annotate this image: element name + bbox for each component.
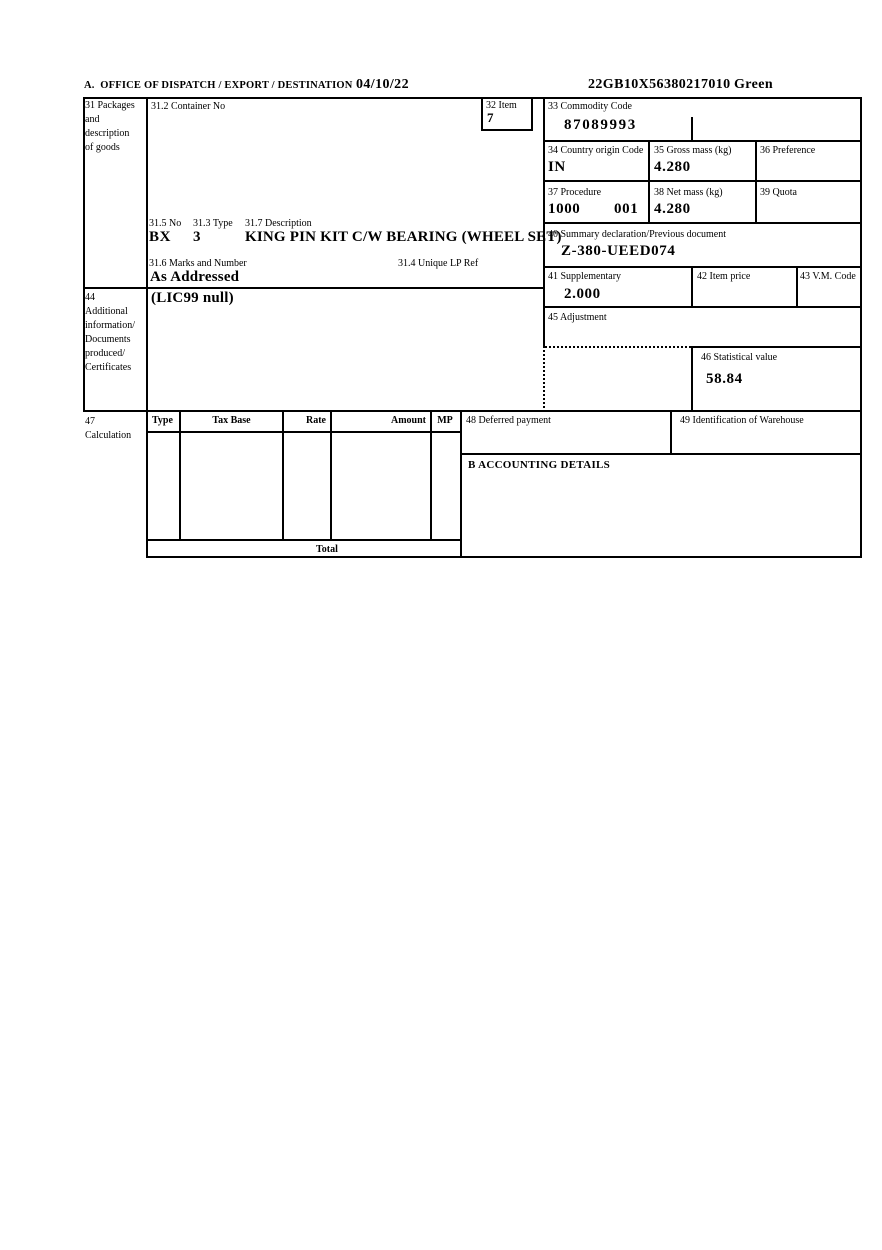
- declaration-reference: 22GB10X56380217010: [588, 77, 731, 92]
- office-of-dispatch-header: A. OFFICE OF DISPATCH / EXPORT / DESTINATION: [84, 80, 353, 91]
- gross-mass-value: 4.280: [654, 159, 691, 175]
- packages-no-label: 31.5 No: [149, 218, 182, 229]
- calc-total-label: Total: [316, 544, 338, 555]
- item-price-label: 42 Item price: [697, 271, 751, 282]
- packages-no-value: BX: [149, 229, 172, 245]
- unique-lp-ref-label: 31.4 Unique LP Ref: [398, 258, 479, 269]
- packages-type-value: 3: [193, 229, 202, 245]
- statistical-value-value: 58.84: [706, 371, 743, 387]
- item-number-label: 32 Item: [486, 100, 517, 111]
- calc-cell-tax-base: [181, 433, 282, 539]
- calc-cell-type: [148, 433, 179, 539]
- item-number-value: 7: [487, 110, 494, 125]
- calc-cell-rate: [284, 433, 330, 539]
- calc-header-tax-base: Tax Base: [212, 415, 251, 426]
- calc-cell-amount: [332, 433, 430, 539]
- procedure-label: 37 Procedure: [548, 187, 602, 198]
- preference-label: 36 Preference: [760, 145, 816, 156]
- marks-number-value: As Addressed: [150, 269, 240, 285]
- right-section-divider: [543, 97, 545, 348]
- declaration-date: 04/10/22: [356, 77, 409, 92]
- right-section-dotted-divider: [543, 346, 545, 412]
- quota-label: 39 Quota: [760, 187, 797, 198]
- procedure-value-main: 1000: [548, 201, 581, 217]
- country-origin-value: IN: [548, 159, 566, 175]
- calc-cell-mp: [432, 433, 460, 539]
- country-origin-label: 34 Country origin Code: [548, 145, 644, 156]
- accounting-details-header: B ACCOUNTING DETAILS: [468, 459, 611, 471]
- routing-indicator: Green: [734, 77, 774, 92]
- commodity-code-value: 87089993: [564, 117, 637, 133]
- main-section-bottom-border: [83, 410, 862, 412]
- supplementary-label: 41 Supplementary: [548, 271, 622, 282]
- calc-table-bottom-border: [146, 539, 462, 541]
- vm-code-label: 43 V.M. Code: [800, 271, 856, 282]
- calc-header-rate: Rate: [306, 415, 326, 426]
- box32-right-border: [531, 97, 533, 131]
- col-42-43-divider: [796, 266, 798, 308]
- col-35-36-divider: [755, 140, 757, 224]
- summary-declaration-value: Z-380-UEED074: [561, 243, 676, 259]
- packages-type-label: 31.3 Type: [193, 218, 233, 229]
- warehouse-id-label: 49 Identification of Warehouse: [680, 415, 804, 426]
- description-label: 31.7 Description: [245, 218, 312, 229]
- supplementary-value: 2.000: [564, 286, 601, 302]
- box44-label: 44 Additional information/ Documents produced/ Certificates: [85, 292, 135, 373]
- marks-number-label: 31.6 Marks and Number: [149, 258, 247, 269]
- container-no-label: 31.2 Container No: [151, 101, 226, 112]
- net-mass-value: 4.280: [654, 201, 691, 217]
- col-34-35-divider: [648, 140, 650, 224]
- box31-bottom-border: [83, 287, 545, 289]
- col-41-42-divider: [691, 266, 693, 308]
- calc-header-amount: Amount: [390, 415, 426, 426]
- box40-bottom-border: [543, 266, 862, 268]
- calc-header-type: Type: [152, 415, 173, 426]
- calc-header-mp: MP: [437, 415, 453, 426]
- description-value: KING PIN KIT C/W BEARING (WHEEL SET): [245, 229, 562, 245]
- gross-mass-label: 35 Gross mass (kg): [654, 145, 732, 156]
- summary-declaration-label: 40 Summary declaration/Previous document: [548, 229, 727, 240]
- col-48-49-divider: [670, 410, 672, 455]
- deferred-payment-label: 48 Deferred payment: [466, 415, 551, 426]
- row41-bottom-border: [543, 306, 862, 308]
- box48-bottom-border: [460, 453, 862, 455]
- adjustment-label: 45 Adjustment: [548, 312, 607, 323]
- calc-table-right-border: [460, 410, 462, 558]
- form-top-border: [83, 97, 862, 99]
- row34-bottom-border: [543, 180, 862, 182]
- box46-left-border: [691, 346, 693, 412]
- box31-label: 31 Packages and description of goods: [85, 100, 135, 153]
- box47-label: 47 Calculation: [85, 416, 132, 441]
- form-bottom-border: [146, 556, 862, 558]
- box32-bottom-border: [483, 129, 533, 131]
- commodity-code-label: 33 Commodity Code: [548, 101, 632, 112]
- commodity-code-tick: [691, 117, 693, 142]
- net-mass-label: 38 Net mass (kg): [654, 187, 723, 198]
- procedure-value-secondary: 001: [614, 201, 639, 217]
- box33-bottom-border: [543, 140, 862, 142]
- row37-bottom-border: [543, 222, 862, 224]
- form-right-border: [860, 97, 862, 558]
- box46-top-border: [691, 346, 862, 348]
- statistical-value-label: 46 Statistical value: [701, 352, 778, 363]
- box32-left-border: [481, 97, 483, 131]
- additional-information-value: (LIC99 null): [151, 290, 234, 306]
- adjustment-dotted-border: [545, 346, 691, 348]
